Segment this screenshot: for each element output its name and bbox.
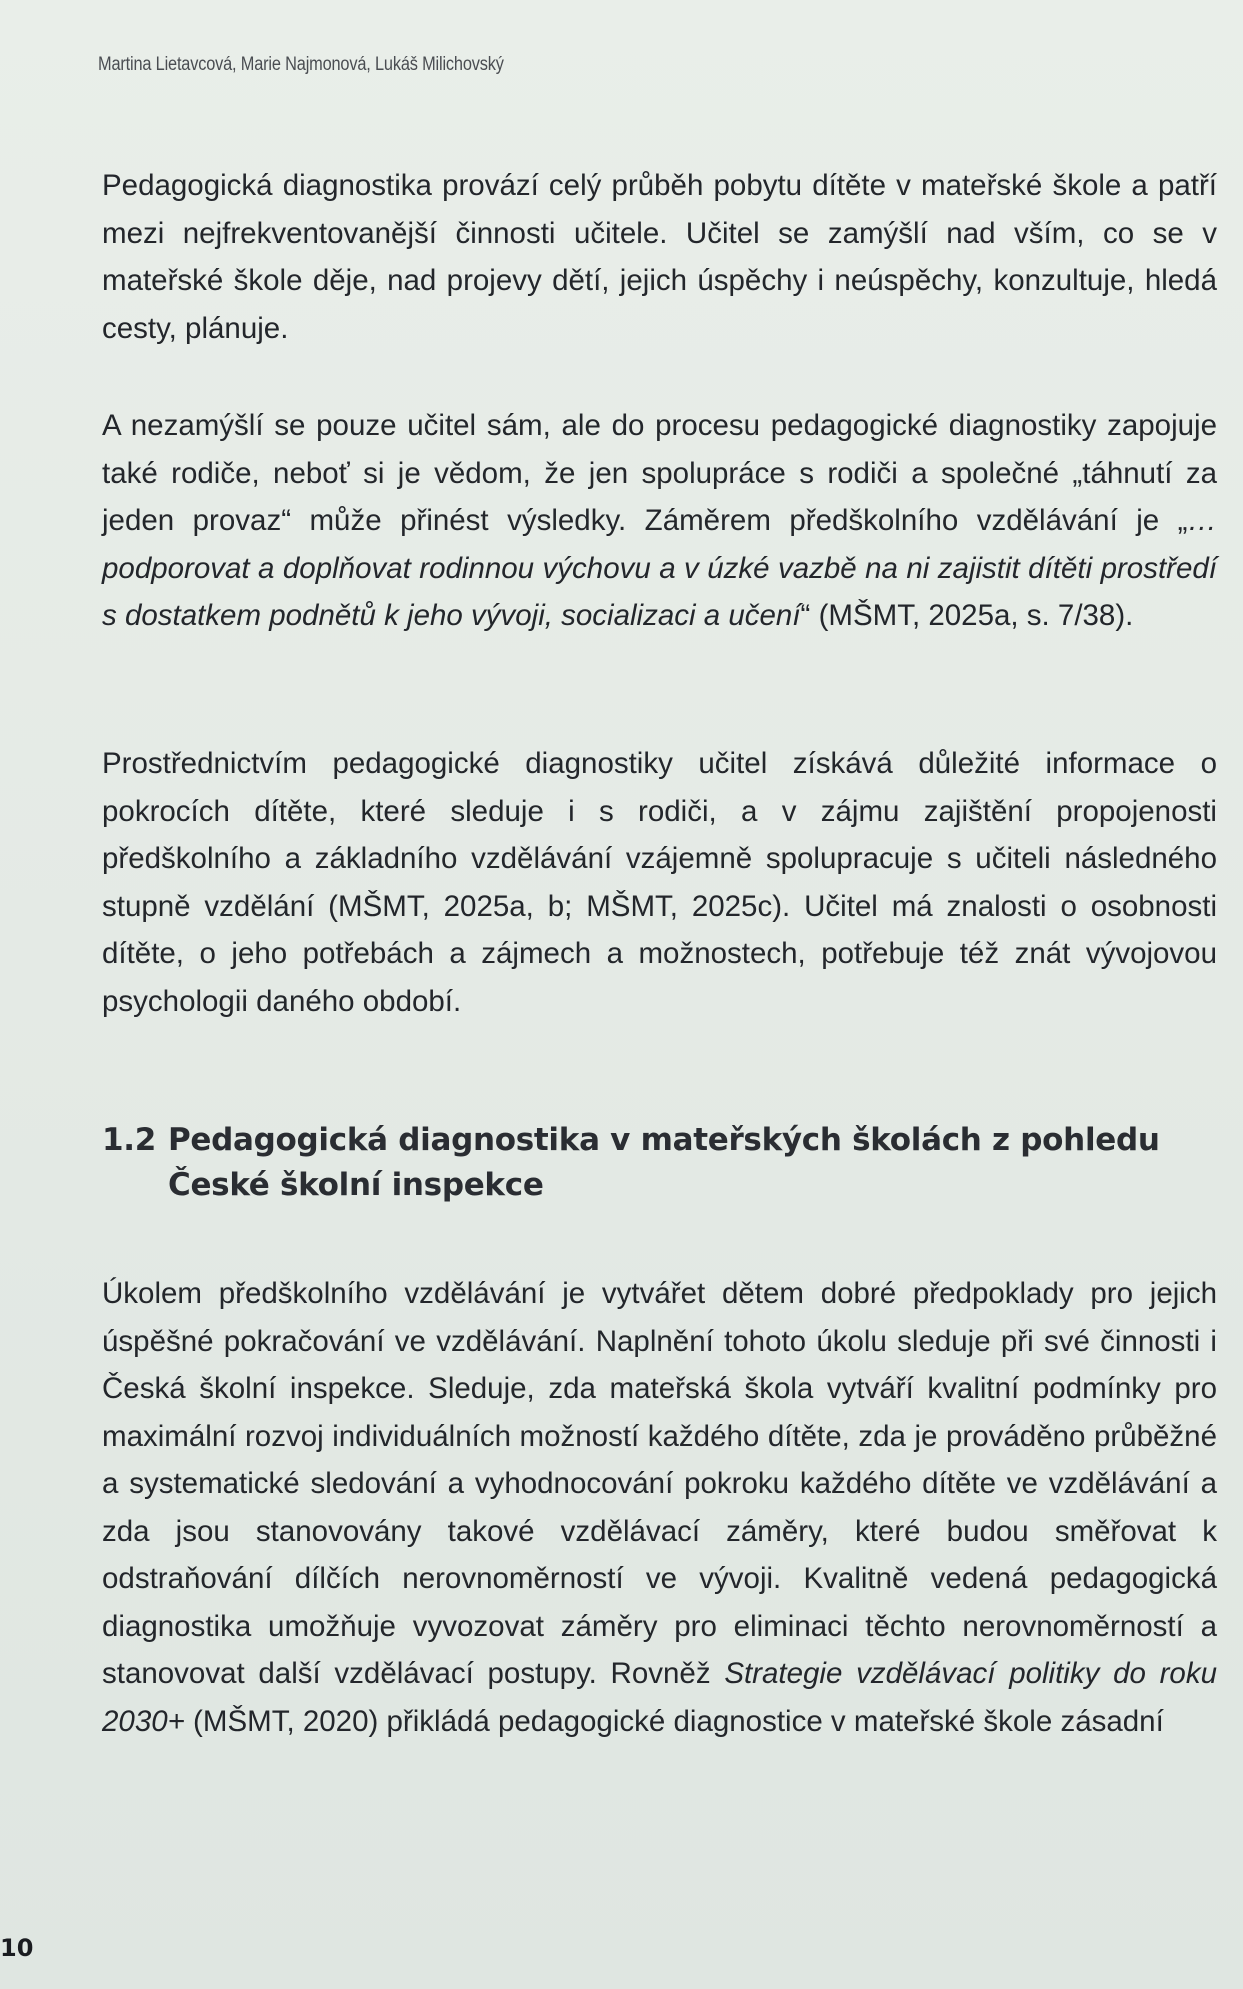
paragraph-information: Prostřednictvím pedagogické diagnostiky učitel získává důležité informace o pokrocích dítěte, které sleduje i s rodiči, a v zájmu zajištění propojenosti předškolního a základního vzdělávání vzájemně spolupracuje s učiteli následného stupně vzdělání (MŠMT, 2025a, b; MŠMT, 2025c). Učitel má znalosti o osobnosti dítěte, o jeho potřebách a zájmech a možnostech, potřebuje též znát vývojovou psychologii daného období.	[102, 747, 1217, 1018]
running-head-authors: Martina Lietavcová, Marie Najmonová, Lukáš Milichovský	[98, 54, 504, 75]
section-heading	[102, 1118, 1222, 1208]
section-number: 1.2	[102, 1122, 157, 1158]
section-title-line-2: České školní inspekce	[168, 1167, 544, 1203]
paragraph-text: A nezamýšlí se pouze učitel sám, ale do procesu pedagogické diagnostiky zapojuje také rodiče, neboť si je vědom, že jen spolupráce s rodiči a společné „táhnutí za jeden provaz“ může přinést výsledky. Záměrem předškolního vzdělávání je „	[102, 409, 1217, 537]
section-title-line-1: Pedagogická diagnostika v mateřských školách z pohledu	[168, 1122, 1160, 1158]
quotation-italic: … podporovat a doplňovat rodinnou výchovu a v úzké vazbě na ni zajistit dítěti prostředí s dostatkem podnětů k jeho vývoji, socializaci a učení	[102, 504, 1217, 632]
paragraph-intro: Pedagogická diagnostika provází celý průběh pobytu dítěte v mateřské škole a patří mezi nejfrekventovanější činnosti učitele. Učitel se zamýšlí nad vším, co se v mateřské škole děje, nad projevy dětí, jejich úspěchy i neúspěchy, konzultuje, hledá cesty, plánuje.	[102, 169, 1217, 345]
paragraph-parents	[102, 402, 1217, 640]
paragraph-text-continued: (MŠMT, 2020) přikládá pedagogické diagnostice v mateřské škole zásadní	[184, 1704, 1164, 1738]
citation-text: “ (MŠMT, 2025a, s. 7/38).	[800, 599, 1134, 632]
document-title-italic: Strategie vzdělávací politiky do roku 2030+	[102, 1657, 1217, 1738]
paragraph-text: Úkolem předškolního vzdělávání je vytvářet dětem dobré předpoklady pro jejich úspěšné pokračování ve vzdělávání. Naplnění tohoto úkolu sleduje při své činnosti i Česká školní inspekce. Sleduje, zda mateřská škola vytváří kvalitní podmínky pro maximální rozvoj individuálních možností každého dítěte, zda je prováděno průběžné a systematické sledování a vyhodnocování pokroku každého dítěte ve vzdělávání a zda jsou stanovovány takové vzdělávací záměry, které budou směřovat k odstraňování dílčích nerovnoměrností ve vývoji. Kvalitně vedená pedagogická diagnostika umožňuje vyvozovat záměry pro eliminaci těchto nerovnoměrností a stanovovat další vzdělávací postupy. Rovněž	[102, 1277, 1217, 1690]
paragraph-inspection	[102, 1270, 1217, 1745]
page-number: 10	[0, 1934, 34, 1962]
